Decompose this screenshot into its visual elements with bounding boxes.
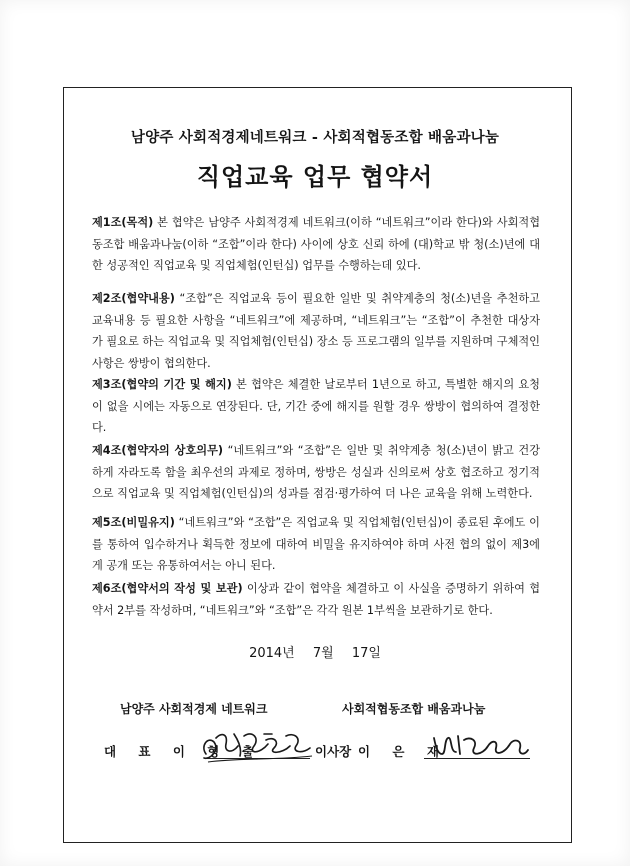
- article-1: [92, 212, 540, 277]
- article-5-title: 제5조(비밀유지): [92, 516, 175, 529]
- article-3-body: 본 협약은 체결한 날로부터 1년으로 하고, 특별한 해지의 요청이 없을 시에는 자동으로 연장된다. 단, 기간 중에 해지를 원할 경우 쌍방이 협의하여 결정한다.: [92, 378, 540, 434]
- article-4: [92, 440, 540, 505]
- article-4-title: 제4조(협약자의 상호의무): [92, 444, 223, 457]
- organization-header: 남양주 사회적경제네트워크 - 사회적협동조합 배움과나눔: [130, 130, 500, 146]
- article-1-body: 본 협약은 남양주 사회적경제 네트워크(이하 “네트워크”이라 한다)와 사회적협동조합 배움과나눔(이하 “조합”이라 한다) 사이에 상호 신뢰 하에 (대)학교 밖 청(소)년에 대한 성공적인 직업교육 및 직업체험(인턴십) 업무를 수행하는데 있다.: [92, 216, 540, 272]
- party-left-name: 남양주 사회적경제 네트워크: [120, 702, 268, 716]
- right-signature: [430, 728, 530, 764]
- article-5: [92, 512, 540, 577]
- agreement-date: 2014년 7월 17일: [249, 646, 381, 661]
- left-representative: 대 표 이 형 출: [104, 744, 263, 759]
- article-2: [92, 288, 540, 374]
- article-2-body: “조합”은 직업교육 등이 필요한 일반 및 취약계층의 청(소)년을 추천하고 교육내용 등 필요한 사항을 “네트워크”에 제공하며, “네트워크”는 “조합”이 추천한 대상자가 필요로 하는 직업교육 및 직업체험(인턴십) 장소 등 프로그램의 일부를 지원하며 구체적인 사항은 쌍방이 협의한다.: [92, 292, 540, 370]
- article-6-title: 제6조(협약서의 작성 및 보관): [92, 582, 243, 595]
- article-3: [92, 374, 540, 439]
- article-2-title: 제2조(협약내용): [92, 292, 175, 305]
- article-4-body: “네트워크”와 “조합”은 일반 및 취약계층 청(소)년이 밝고 건강하게 자라도록 함을 최우선의 과제로 정하며, 쌍방은 성실과 신의로써 상호 협조하고 정기적으로 직업교육 및 직업체험(인턴십)의 성과를 점검·평가하여 더 나은 교육을 위해 노력한다.: [92, 444, 540, 500]
- document-title: 직업교육 업무 협약서: [196, 163, 434, 191]
- party-right-name: 사회적협동조합 배움과나눔: [342, 702, 486, 716]
- article-6: [92, 578, 540, 621]
- article-5-body: “네트워크”와 “조합”은 직업교육 및 직업체험(인턴십)이 종료된 후에도 이를 통하여 입수하거나 획득한 정보에 대하여 비밀을 유지하여야 하며 사전 협의 없이 제3에게 공개 또는 유통하여서는 아니 된다.: [92, 516, 540, 572]
- article-1-title: 제1조(목적): [92, 216, 154, 229]
- article-3-title: 제3조(협약의 기간 및 해지): [92, 378, 232, 391]
- right-representative-name: 이 은 재: [358, 744, 448, 759]
- left-signature: [198, 724, 318, 768]
- article-6-body: 이상과 같이 협약을 체결하고 이 사실을 증명하기 위하여 협약서 2부를 작성하며, “네트워크”와 “조합”은 각각 원본 1부씩을 보관하기로 한다.: [92, 582, 540, 617]
- right-representative-title: 이사장: [315, 744, 352, 759]
